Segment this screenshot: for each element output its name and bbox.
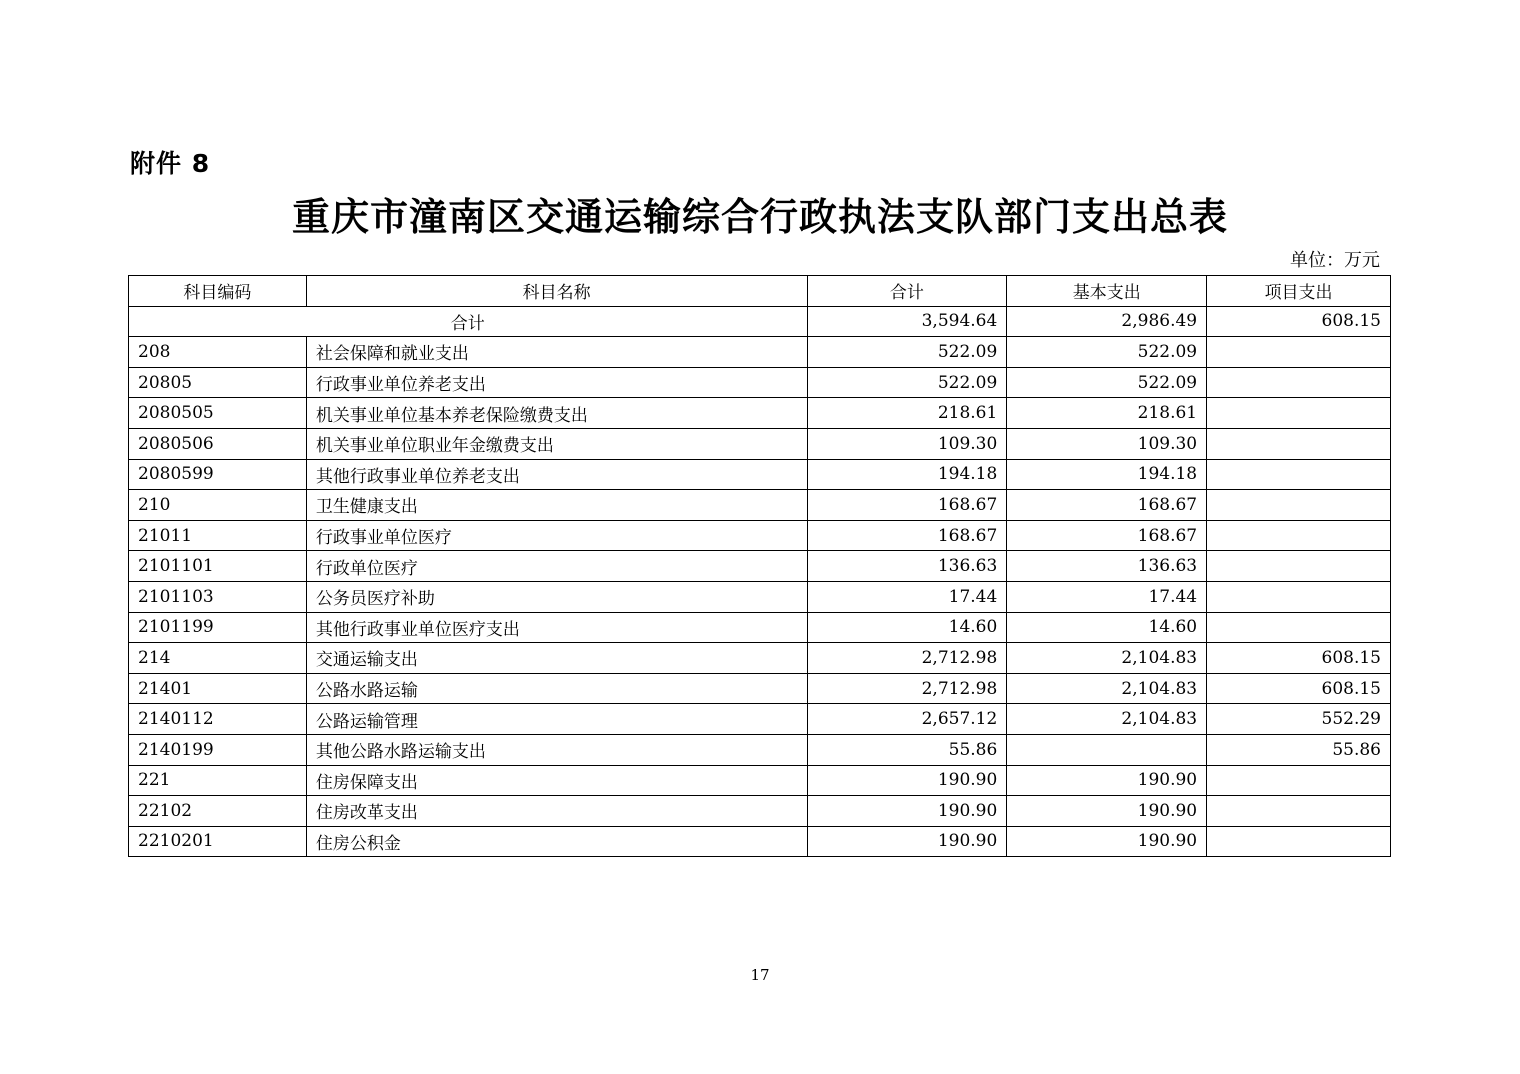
row-name: 公路水路运输 bbox=[306, 673, 807, 704]
attachment-label: 附件 8 bbox=[130, 149, 211, 178]
row-name: 其他行政事业单位医疗支出 bbox=[306, 612, 807, 643]
summary-label: 合计 bbox=[129, 306, 808, 337]
row-name: 其他行政事业单位养老支出 bbox=[306, 459, 807, 490]
row-name: 其他公路水路运输支出 bbox=[306, 734, 807, 765]
row-name: 行政单位医疗 bbox=[306, 551, 807, 582]
row-total: 190.90 bbox=[807, 796, 1007, 827]
row-project bbox=[1207, 520, 1391, 551]
row-basic: 2,104.83 bbox=[1007, 643, 1207, 674]
row-basic bbox=[1007, 734, 1207, 765]
row-name: 住房公积金 bbox=[306, 826, 807, 857]
table-row bbox=[129, 673, 1391, 704]
summary-total: 3,594.64 bbox=[807, 306, 1007, 337]
row-total: 2,712.98 bbox=[807, 673, 1007, 704]
table-row bbox=[129, 337, 1391, 368]
row-code: 2101103 bbox=[129, 581, 307, 612]
header-name: 科目名称 bbox=[306, 276, 807, 307]
row-basic: 194.18 bbox=[1007, 459, 1207, 490]
row-name: 机关事业单位职业年金缴费支出 bbox=[306, 428, 807, 459]
row-name: 公务员医疗补助 bbox=[306, 581, 807, 612]
row-code: 2140112 bbox=[129, 704, 307, 735]
row-total: 218.61 bbox=[807, 398, 1007, 429]
header-project: 项目支出 bbox=[1207, 276, 1391, 307]
row-code: 21401 bbox=[129, 673, 307, 704]
row-name: 行政事业单位医疗 bbox=[306, 520, 807, 551]
row-total: 109.30 bbox=[807, 428, 1007, 459]
page-number: 17 bbox=[750, 966, 770, 984]
row-project bbox=[1207, 612, 1391, 643]
row-code: 221 bbox=[129, 765, 307, 796]
row-project bbox=[1207, 581, 1391, 612]
row-basic: 190.90 bbox=[1007, 826, 1207, 857]
table-row bbox=[129, 428, 1391, 459]
row-basic: 136.63 bbox=[1007, 551, 1207, 582]
row-code: 2101199 bbox=[129, 612, 307, 643]
row-project bbox=[1207, 428, 1391, 459]
table-row bbox=[129, 459, 1391, 490]
row-code: 214 bbox=[129, 643, 307, 674]
header-total: 合计 bbox=[807, 276, 1007, 307]
summary-row bbox=[129, 306, 1391, 337]
row-total: 522.09 bbox=[807, 337, 1007, 368]
row-project bbox=[1207, 367, 1391, 398]
table-row bbox=[129, 520, 1391, 551]
row-total: 55.86 bbox=[807, 734, 1007, 765]
row-code: 2080599 bbox=[129, 459, 307, 490]
row-basic: 190.90 bbox=[1007, 765, 1207, 796]
row-total: 17.44 bbox=[807, 581, 1007, 612]
row-project: 55.86 bbox=[1207, 734, 1391, 765]
row-project bbox=[1207, 337, 1391, 368]
row-total: 522.09 bbox=[807, 367, 1007, 398]
row-name: 卫生健康支出 bbox=[306, 490, 807, 521]
row-code: 2210201 bbox=[129, 826, 307, 857]
header-code: 科目编码 bbox=[129, 276, 307, 307]
summary-project: 608.15 bbox=[1207, 306, 1391, 337]
table-header-row bbox=[129, 276, 1391, 307]
row-name: 社会保障和就业支出 bbox=[306, 337, 807, 368]
row-project bbox=[1207, 765, 1391, 796]
document-title: 重庆市潼南区交通运输综合行政执法支队部门支出总表 bbox=[291, 194, 1228, 239]
row-project: 608.15 bbox=[1207, 673, 1391, 704]
row-basic: 218.61 bbox=[1007, 398, 1207, 429]
row-basic: 14.60 bbox=[1007, 612, 1207, 643]
row-name: 行政事业单位养老支出 bbox=[306, 367, 807, 398]
row-project: 608.15 bbox=[1207, 643, 1391, 674]
row-name: 公路运输管理 bbox=[306, 704, 807, 735]
row-project bbox=[1207, 826, 1391, 857]
table-row bbox=[129, 367, 1391, 398]
table-row bbox=[129, 734, 1391, 765]
row-basic: 2,104.83 bbox=[1007, 704, 1207, 735]
table-row bbox=[129, 826, 1391, 857]
row-total: 194.18 bbox=[807, 459, 1007, 490]
unit-label: 单位：万元 bbox=[1290, 250, 1380, 271]
row-basic: 522.09 bbox=[1007, 367, 1207, 398]
header-basic: 基本支出 bbox=[1007, 276, 1207, 307]
row-total: 190.90 bbox=[807, 826, 1007, 857]
row-basic: 168.67 bbox=[1007, 520, 1207, 551]
table-row bbox=[129, 796, 1391, 827]
row-basic: 190.90 bbox=[1007, 796, 1207, 827]
row-code: 22102 bbox=[129, 796, 307, 827]
expense-table bbox=[128, 275, 1391, 857]
table-row bbox=[129, 765, 1391, 796]
table-row bbox=[129, 643, 1391, 674]
row-name: 住房保障支出 bbox=[306, 765, 807, 796]
row-code: 208 bbox=[129, 337, 307, 368]
row-total: 2,657.12 bbox=[807, 704, 1007, 735]
row-code: 2080505 bbox=[129, 398, 307, 429]
row-project: 552.29 bbox=[1207, 704, 1391, 735]
row-total: 2,712.98 bbox=[807, 643, 1007, 674]
row-basic: 2,104.83 bbox=[1007, 673, 1207, 704]
row-basic: 522.09 bbox=[1007, 337, 1207, 368]
row-basic: 17.44 bbox=[1007, 581, 1207, 612]
row-total: 14.60 bbox=[807, 612, 1007, 643]
table-row bbox=[129, 704, 1391, 735]
table-row bbox=[129, 398, 1391, 429]
row-project bbox=[1207, 490, 1391, 521]
table-row bbox=[129, 612, 1391, 643]
table-row bbox=[129, 490, 1391, 521]
row-total: 136.63 bbox=[807, 551, 1007, 582]
row-total: 168.67 bbox=[807, 520, 1007, 551]
row-code: 2140199 bbox=[129, 734, 307, 765]
row-basic: 109.30 bbox=[1007, 428, 1207, 459]
row-code: 210 bbox=[129, 490, 307, 521]
row-project bbox=[1207, 796, 1391, 827]
row-code: 20805 bbox=[129, 367, 307, 398]
row-project bbox=[1207, 459, 1391, 490]
table-row bbox=[129, 551, 1391, 582]
row-name: 机关事业单位基本养老保险缴费支出 bbox=[306, 398, 807, 429]
row-total: 190.90 bbox=[807, 765, 1007, 796]
table-row bbox=[129, 581, 1391, 612]
row-name: 交通运输支出 bbox=[306, 643, 807, 674]
row-project bbox=[1207, 398, 1391, 429]
row-name: 住房改革支出 bbox=[306, 796, 807, 827]
summary-basic: 2,986.49 bbox=[1007, 306, 1207, 337]
row-code: 21011 bbox=[129, 520, 307, 551]
row-code: 2101101 bbox=[129, 551, 307, 582]
row-total: 168.67 bbox=[807, 490, 1007, 521]
row-basic: 168.67 bbox=[1007, 490, 1207, 521]
row-project bbox=[1207, 551, 1391, 582]
row-code: 2080506 bbox=[129, 428, 307, 459]
